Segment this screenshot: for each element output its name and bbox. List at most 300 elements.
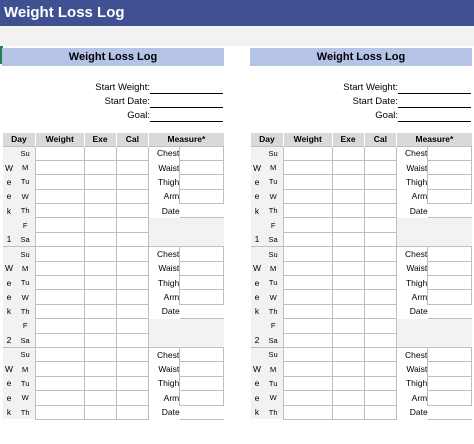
measure-cell[interactable] [180,391,224,405]
table-row [251,146,472,160]
field-input-line[interactable] [150,93,223,94]
log-panel-right [250,48,472,444]
cal-cell[interactable] [116,204,149,218]
table-row [3,261,224,275]
measure-cell[interactable] [180,146,224,160]
column-header-day: Day [251,133,284,146]
day-label: Sa [15,333,35,347]
cal-cell[interactable] [364,189,397,203]
exe-cell[interactable] [84,319,116,333]
panel-header: Weight Loss Log [250,48,472,66]
measure-date-cell[interactable] [180,405,224,419]
weight-cell[interactable] [283,290,332,304]
exe-cell[interactable] [84,261,116,275]
cal-cell[interactable] [364,391,397,405]
cal-cell[interactable] [364,247,397,261]
day-label: Tu [15,376,35,390]
table-row [251,376,472,390]
cal-cell[interactable] [116,276,149,290]
day-label: Su [263,347,283,361]
measure-label: Arm [149,391,180,405]
day-label: M [263,160,283,174]
table-row [251,391,472,405]
exe-cell[interactable] [84,218,116,232]
exe-cell[interactable] [84,276,116,290]
measure-gap [428,218,472,232]
exe-cell[interactable] [332,204,364,218]
exe-cell[interactable] [332,405,364,419]
log-table [250,133,472,420]
exe-cell[interactable] [332,232,364,246]
week-label: W [251,160,264,174]
measure-label: Chest [397,146,428,160]
measure-gap [180,319,224,333]
measure-cell[interactable] [180,362,224,376]
day-label: Sa [263,232,283,246]
cal-cell[interactable] [364,175,397,189]
week-label: e [3,189,16,203]
weight-cell[interactable] [283,175,332,189]
exe-cell[interactable] [332,146,364,160]
exe-cell[interactable] [84,204,116,218]
table-header-row [3,133,224,146]
measure-label: Waist [149,160,180,174]
table-row [251,232,472,246]
column-header-measure: Measure* [149,133,224,146]
header-band [0,26,474,46]
field-input-line[interactable] [150,121,223,122]
measure-gap [397,333,428,347]
weight-cell[interactable] [283,391,332,405]
weight-cell[interactable] [35,304,84,318]
exe-cell[interactable] [332,304,364,318]
cal-cell[interactable] [116,391,149,405]
day-label: Sa [263,333,283,347]
measure-gap [180,333,224,347]
day-label: Th [263,304,283,318]
weight-cell[interactable] [283,405,332,419]
cal-cell[interactable] [364,376,397,390]
weight-cell[interactable] [283,304,332,318]
weight-cell[interactable] [283,160,332,174]
exe-cell[interactable] [332,175,364,189]
day-label: W [263,391,283,405]
day-label: F [263,319,283,333]
field-row [2,81,224,95]
cal-cell[interactable] [116,290,149,304]
measure-date-cell[interactable] [180,304,224,318]
measure-label: Date [397,405,428,419]
weight-cell[interactable] [35,218,84,232]
log-table [2,133,224,420]
weight-cell[interactable] [283,376,332,390]
cal-cell[interactable] [364,304,397,318]
table-row [251,304,472,318]
table-row [251,175,472,189]
measure-label: Thigh [149,175,180,189]
measure-cell[interactable] [428,247,472,261]
weight-cell[interactable] [35,362,84,376]
table-row [251,261,472,275]
week-label [251,218,264,232]
measure-gap [428,333,472,347]
measure-cell[interactable] [180,247,224,261]
table-row [3,218,224,232]
column-header-cal: Cal [116,133,149,146]
weight-cell[interactable] [35,189,84,203]
measure-cell[interactable] [428,362,472,376]
field-row [250,95,472,109]
exe-cell[interactable] [84,405,116,419]
measure-gap [180,232,224,246]
table-row [3,405,224,419]
measure-label: Thigh [149,376,180,390]
weight-cell[interactable] [283,276,332,290]
exe-cell[interactable] [332,290,364,304]
measure-label: Date [149,304,180,318]
exe-cell[interactable] [84,347,116,361]
exe-cell[interactable] [84,304,116,318]
field-label: Start Weight: [95,82,150,93]
field-label: Goal: [127,110,150,121]
measure-cell[interactable] [428,160,472,174]
table-row [3,247,224,261]
exe-cell[interactable] [84,376,116,390]
week-label: e [3,376,16,390]
measure-gap [428,319,472,333]
exe-cell[interactable] [332,160,364,174]
exe-cell[interactable] [332,347,364,361]
weight-cell[interactable] [283,333,332,347]
cal-cell[interactable] [116,405,149,419]
exe-cell[interactable] [84,175,116,189]
weight-cell[interactable] [35,333,84,347]
weight-cell[interactable] [283,146,332,160]
exe-cell[interactable] [332,218,364,232]
measure-cell[interactable] [180,276,224,290]
cal-cell[interactable] [116,376,149,390]
day-label: F [263,218,283,232]
day-label: W [15,189,35,203]
cal-cell[interactable] [116,362,149,376]
measure-cell[interactable] [428,189,472,203]
table-row [3,319,224,333]
column-header-cal: Cal [364,133,397,146]
day-label: Su [15,247,35,261]
table-row [251,347,472,361]
table-row [251,333,472,347]
cal-cell[interactable] [364,146,397,160]
day-label: Tu [15,276,35,290]
cal-cell[interactable] [116,146,149,160]
field-row [2,95,224,109]
weight-cell[interactable] [35,290,84,304]
week-label: e [3,175,16,189]
measure-cell[interactable] [428,376,472,390]
cal-cell[interactable] [364,333,397,347]
exe-cell[interactable] [84,333,116,347]
week-label [251,347,264,361]
cal-cell[interactable] [364,319,397,333]
panel-header: Weight Loss Log [2,48,224,66]
measure-label: Thigh [397,276,428,290]
cal-cell[interactable] [364,347,397,361]
measure-label: Chest [397,347,428,361]
week-label: 2 [251,333,264,347]
day-label: Su [15,146,35,160]
measure-label: Waist [397,261,428,275]
exe-cell[interactable] [332,276,364,290]
week-label: k [251,204,264,218]
measure-cell[interactable] [180,261,224,275]
measure-gap [428,232,472,246]
table-row [3,304,224,318]
measure-label: Chest [149,247,180,261]
day-label: Th [15,204,35,218]
measure-label: Arm [149,189,180,203]
field-input-line[interactable] [398,107,471,108]
exe-cell[interactable] [332,333,364,347]
cal-cell[interactable] [364,218,397,232]
weight-cell[interactable] [35,247,84,261]
measure-cell[interactable] [180,189,224,203]
weight-cell[interactable] [35,347,84,361]
cal-cell[interactable] [116,232,149,246]
cal-cell[interactable] [116,304,149,318]
table-row [3,232,224,246]
week-label [251,319,264,333]
week-label: e [251,276,264,290]
week-label: k [3,405,16,419]
column-header-weight: Weight [283,133,332,146]
day-label: M [15,261,35,275]
day-label: Su [263,146,283,160]
exe-cell[interactable] [332,376,364,390]
exe-cell[interactable] [332,189,364,203]
exe-cell[interactable] [84,362,116,376]
weight-cell[interactable] [35,175,84,189]
weight-cell[interactable] [283,362,332,376]
table-row [3,362,224,376]
weight-cell[interactable] [283,189,332,203]
week-label: 1 [251,232,264,246]
weight-cell[interactable] [35,276,84,290]
week-label: k [251,405,264,419]
cal-cell[interactable] [116,333,149,347]
measure-label: Thigh [397,175,428,189]
exe-cell[interactable] [84,146,116,160]
field-row [250,81,472,95]
exe-cell[interactable] [84,189,116,203]
weight-cell[interactable] [35,319,84,333]
week-label: e [3,391,16,405]
exe-cell[interactable] [332,261,364,275]
measure-label: Waist [149,362,180,376]
measure-label: Arm [397,189,428,203]
weight-cell[interactable] [35,261,84,275]
exe-cell[interactable] [84,290,116,304]
column-header-measure: Measure* [397,133,472,146]
exe-cell[interactable] [84,391,116,405]
measure-cell[interactable] [180,290,224,304]
table-row [251,362,472,376]
week-label [3,347,16,361]
column-header-weight: Weight [35,133,84,146]
cal-cell[interactable] [116,247,149,261]
day-label: Th [263,204,283,218]
cal-cell[interactable] [364,362,397,376]
week-label [3,218,16,232]
week-label: W [3,261,16,275]
weight-cell[interactable] [283,247,332,261]
field-label: Start Weight: [343,82,398,93]
week-label: k [3,204,16,218]
weight-cell[interactable] [35,160,84,174]
measure-cell[interactable] [180,175,224,189]
column-header-exe: Exe [84,133,116,146]
measure-gap [149,232,180,246]
table-row [251,160,472,174]
cal-cell[interactable] [364,204,397,218]
table-row [3,276,224,290]
weight-cell[interactable] [35,204,84,218]
table-row [3,189,224,203]
week-label: W [251,261,264,275]
exe-cell[interactable] [84,160,116,174]
weight-cell[interactable] [283,261,332,275]
table-row [3,175,224,189]
field-row [2,109,224,123]
week-label: 2 [3,333,16,347]
week-label: e [3,290,16,304]
weight-cell[interactable] [35,376,84,390]
measure-cell[interactable] [428,391,472,405]
week-label: e [251,189,264,203]
measure-cell[interactable] [428,290,472,304]
exe-cell[interactable] [84,247,116,261]
day-label: M [15,362,35,376]
cal-cell[interactable] [116,218,149,232]
measure-label: Arm [397,290,428,304]
week-label: e [3,276,16,290]
cal-cell[interactable] [364,232,397,246]
column-header-exe: Exe [332,133,364,146]
measure-cell[interactable] [428,146,472,160]
day-label: F [15,218,35,232]
field-input-line[interactable] [398,121,471,122]
measure-label: Date [397,304,428,318]
measure-date-cell[interactable] [428,405,472,419]
measure-gap [149,333,180,347]
field-input-line[interactable] [398,93,471,94]
day-label: Th [263,405,283,419]
measure-label: Chest [397,247,428,261]
cal-cell[interactable] [364,290,397,304]
week-label: e [251,376,264,390]
week-label: W [3,160,16,174]
week-label: 1 [3,232,16,246]
measure-cell[interactable] [180,347,224,361]
exe-cell[interactable] [332,391,364,405]
exe-cell[interactable] [332,319,364,333]
log-panel-left [2,48,224,444]
measure-date-cell[interactable] [428,304,472,318]
cal-cell[interactable] [116,175,149,189]
cal-cell[interactable] [364,160,397,174]
table-row [251,319,472,333]
measure-label: Waist [149,261,180,275]
table-row [3,347,224,361]
measure-gap [397,319,428,333]
weight-cell[interactable] [35,232,84,246]
measure-date-cell[interactable] [428,204,472,218]
measure-cell[interactable] [428,276,472,290]
measure-gap [397,232,428,246]
week-label [251,146,264,160]
cal-cell[interactable] [364,276,397,290]
field-label: Start Date: [104,96,150,107]
measure-cell[interactable] [428,347,472,361]
week-label [251,247,264,261]
weight-cell[interactable] [283,232,332,246]
weight-cell[interactable] [35,146,84,160]
day-label: W [15,391,35,405]
day-label: Tu [263,175,283,189]
measure-cell[interactable] [180,376,224,390]
exe-cell[interactable] [332,362,364,376]
weight-cell[interactable] [283,347,332,361]
weight-cell[interactable] [283,218,332,232]
day-label: M [263,362,283,376]
field-input-line[interactable] [150,107,223,108]
table-row [3,333,224,347]
day-label: Th [15,304,35,318]
table-row [251,290,472,304]
cal-cell[interactable] [364,261,397,275]
week-label [3,319,16,333]
measure-date-cell[interactable] [180,204,224,218]
cal-cell[interactable] [116,189,149,203]
week-label: e [251,290,264,304]
weight-cell[interactable] [283,319,332,333]
table-row [3,391,224,405]
day-label: Su [263,247,283,261]
cal-cell[interactable] [116,261,149,275]
weight-cell[interactable] [35,405,84,419]
measure-label: Thigh [397,376,428,390]
cal-cell[interactable] [116,319,149,333]
exe-cell[interactable] [332,247,364,261]
exe-cell[interactable] [84,232,116,246]
table-row [251,204,472,218]
measure-cell[interactable] [180,160,224,174]
table-row [3,204,224,218]
weight-cell[interactable] [283,204,332,218]
measure-label: Date [397,204,428,218]
cal-cell[interactable] [116,160,149,174]
measure-label: Arm [397,391,428,405]
page-title: Weight Loss Log [0,0,474,26]
weight-cell[interactable] [35,391,84,405]
measure-cell[interactable] [428,261,472,275]
day-label: Tu [263,276,283,290]
day-label: Su [15,347,35,361]
measure-cell[interactable] [428,175,472,189]
table-row [251,189,472,203]
week-label: W [251,362,264,376]
cal-cell[interactable] [364,405,397,419]
cal-cell[interactable] [116,347,149,361]
